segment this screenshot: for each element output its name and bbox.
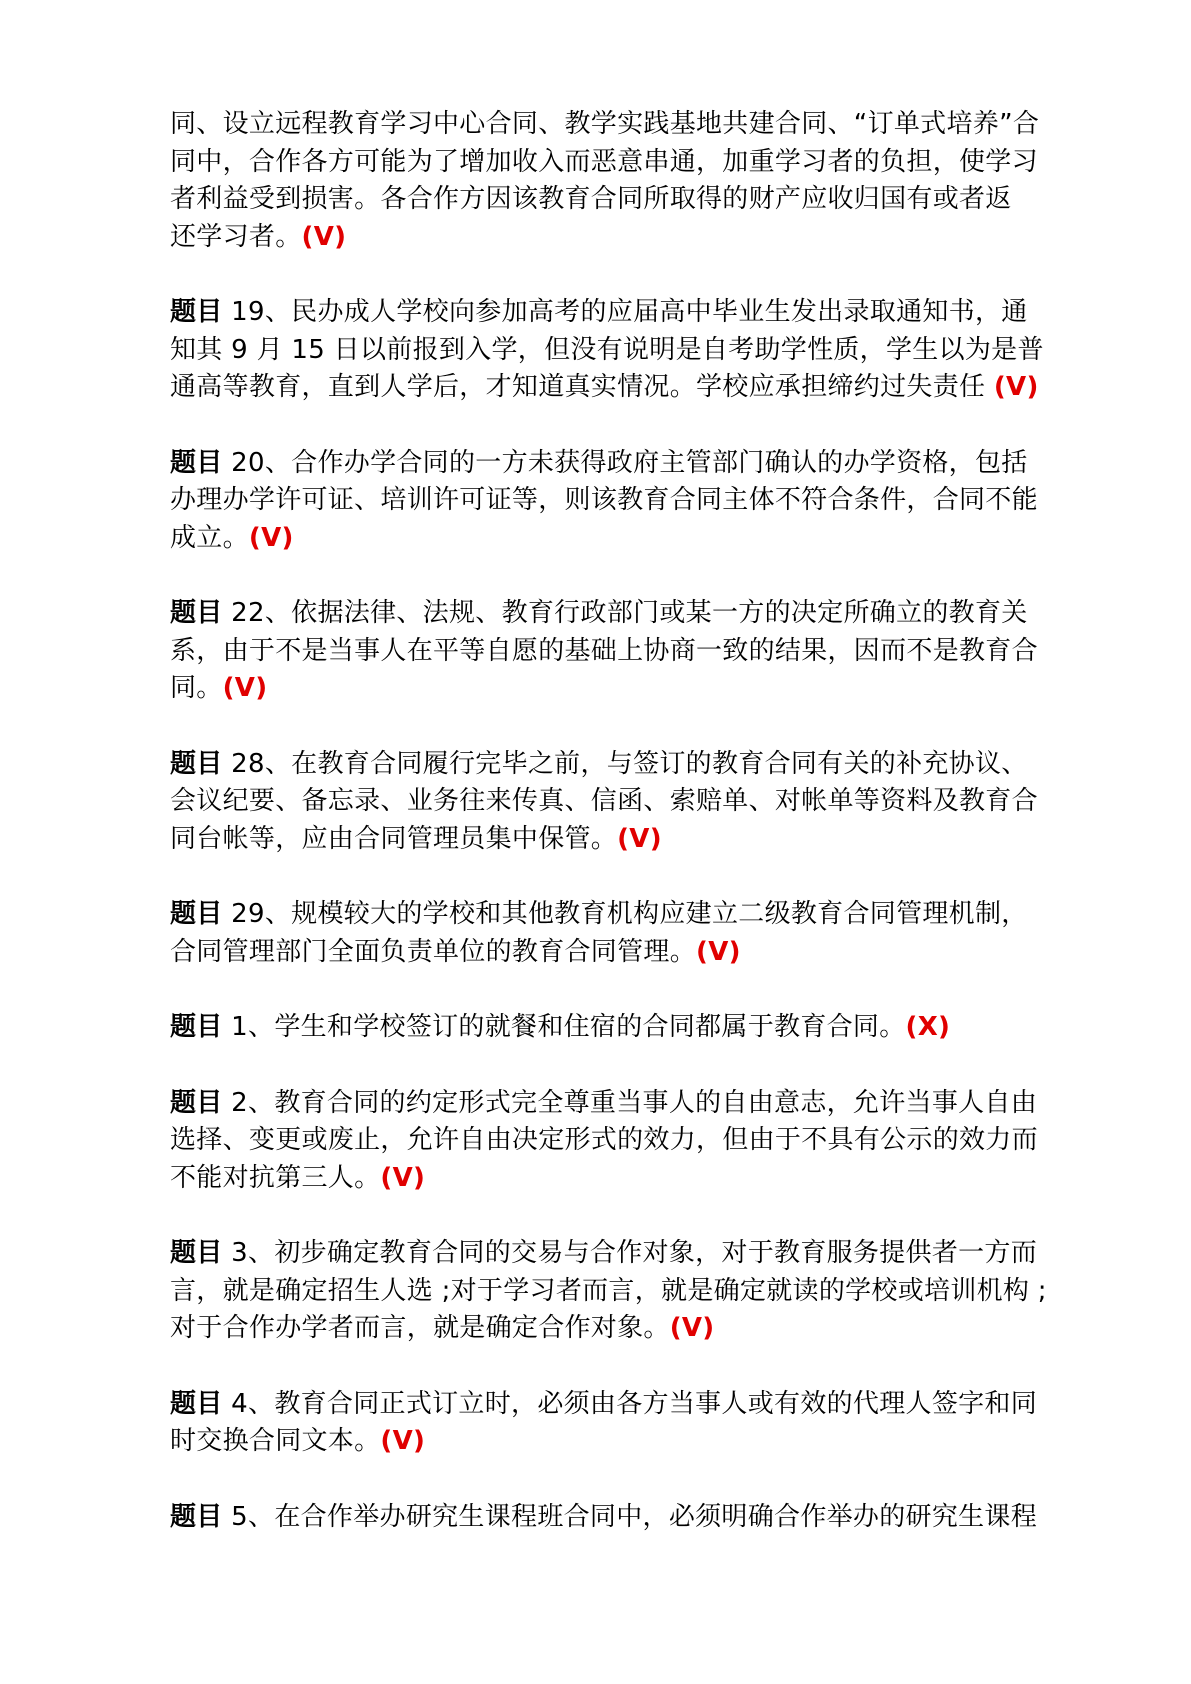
question-text: 教育合同的约定形式完全尊重当事人的自由意志，允许当事人自由 [274,1087,1038,1118]
answer-mark: (V) [222,673,268,703]
question-block [170,294,1070,407]
answer-mark: (V) [993,372,1039,402]
question-text: 成立。 [170,522,249,553]
text-line [170,219,1070,257]
question-text: 言，就是确定招生人选 ;对于学习者而言，就是确定就读的学校或培训机构 ; [170,1275,1047,1306]
text-line [170,746,1070,784]
text-line [170,896,1070,934]
text-line [170,1235,1070,1273]
question-number: 28、 [222,748,292,779]
answer-mark: (V) [617,823,662,854]
question-text: 学生和学校签订的就餐和住宿的合同都属于教育合同。 [274,1012,906,1042]
answer-mark: (V) [248,522,294,553]
question-text: 通高等教育，直到人学后，才知道真实情况。学校应承担缔约过失责任 [170,372,994,402]
question-number: 4、 [222,1388,275,1419]
question-number: 22、 [222,598,292,628]
question-block [170,746,1070,859]
text-line [170,1085,1070,1123]
question-label: 题目 [170,297,223,327]
question-text: 同。 [170,673,223,703]
question-block [170,595,1070,708]
text-line [170,144,1070,182]
question-text: 依据法律、法规、教育行政部门或某一方的决定所确立的教育关 [291,598,1028,628]
question-label: 题目 [170,899,223,929]
text-line [170,1160,1070,1198]
question-text: 同台帐等，应由合同管理员集中保管。 [170,823,618,854]
document-body [170,106,1070,1574]
question-block [170,1085,1070,1198]
text-line [170,106,1070,144]
question-text: 者利益受到损害。各合作方因该教育合同所取得的财产应收归国有或者返 [170,184,1012,214]
question-label: 题目 [170,447,223,478]
question-text: 同中，合作各方可能为了增加收入而恶意串通，加重学习者的负担，使学习 [170,146,1038,177]
question-text: 教育合同正式订立时，必须由各方当事人或有效的代理人签字和同 [274,1388,1038,1419]
text-line [170,783,1070,821]
text-line [170,1009,1070,1047]
text-line [170,1386,1070,1424]
answer-mark: (V) [669,1313,715,1343]
question-text: 民办成人学校向参加高考的应届高中毕业生发出录取通知书，通 [291,297,1028,327]
question-block [170,1009,1070,1047]
question-text: 在合作举办研究生课程班合同中，必须明确合作举办的研究生课程 [274,1501,1038,1532]
text-line [170,332,1070,370]
question-text: 知其 9 月 15 日以前报到入学，但没有说明是自考助学性质，学生以为是普 [170,334,1044,365]
question-label: 题目 [170,1238,223,1268]
text-line [170,482,1070,520]
question-block [170,445,1070,558]
text-line [170,1423,1070,1461]
question-text: 选择、变更或废止，允许自由决定形式的效力，但由于不具有公示的效力而 [170,1125,1038,1155]
answer-mark: (V) [696,936,741,967]
question-number: 29、 [222,899,292,929]
answer-mark: (V) [380,1162,426,1193]
question-text: 系，由于不是当事人在平等自愿的基础上协商一致的结果，因而不是教育合 [170,635,1038,666]
question-text: 同、设立远程教育学习中心合同、教学实践基地共建合同、“订单式培养”合 [170,109,1040,139]
question-number: 2、 [222,1087,275,1118]
text-line [170,1122,1070,1160]
text-line [170,294,1070,332]
question-text: 还学习者。 [170,221,302,252]
question-label: 题目 [170,1012,223,1042]
question-number: 20、 [222,447,292,478]
text-line [170,633,1070,671]
text-line [170,1310,1070,1348]
question-label: 题目 [170,1388,223,1419]
answer-mark: (V) [301,221,347,252]
question-text: 合作办学合同的一方未获得政府主管部门确认的办学资格，包括 [291,447,1028,478]
question-text: 办理办学许可证、培训许可证等，则该教育合同主体不符合条件，合同不能 [170,485,1038,515]
text-line [170,1273,1070,1311]
text-line [170,821,1070,859]
text-line [170,1499,1070,1537]
question-text: 合同管理部门全面负责单位的教育合同管理。 [170,936,697,967]
question-label: 题目 [170,598,223,628]
question-number: 5、 [222,1501,275,1532]
question-text: 在教育合同履行完毕之前，与签订的教育合同有关的补充协议、 [291,748,1028,779]
question-label: 题目 [170,1087,223,1118]
text-line [170,670,1070,708]
question-text: 对于合作办学者而言，就是确定合作对象。 [170,1313,670,1343]
text-line [170,520,1070,558]
answer-mark: (V) [380,1426,426,1456]
question-text: 会议纪要、备忘录、业务往来传真、信函、索赔单、对帐单等资料及教育合 [170,786,1038,816]
question-text: 时交换合同文本。 [170,1426,381,1456]
question-text: 规模较大的学校和其他教育机构应建立二级教育合同管理机制， [291,899,1028,929]
question-number: 3、 [222,1238,275,1268]
text-line [170,595,1070,633]
question-block [170,1386,1070,1461]
question-label: 题目 [170,1501,223,1532]
question-block [170,896,1070,971]
question-number: 1、 [222,1012,275,1042]
answer-mark: (X) [905,1012,951,1042]
question-number: 19、 [222,297,292,327]
text-line [170,445,1070,483]
question-text: 初步确定教育合同的交易与合作对象，对于教育服务提供者一方而 [274,1238,1038,1268]
text-line [170,934,1070,972]
question-text: 不能对抗第三人。 [170,1162,381,1193]
text-line [170,369,1070,407]
question-block [170,1499,1070,1537]
text-line [170,181,1070,219]
question-block [170,1235,1070,1348]
question-block [170,106,1070,256]
question-label: 题目 [170,748,223,779]
